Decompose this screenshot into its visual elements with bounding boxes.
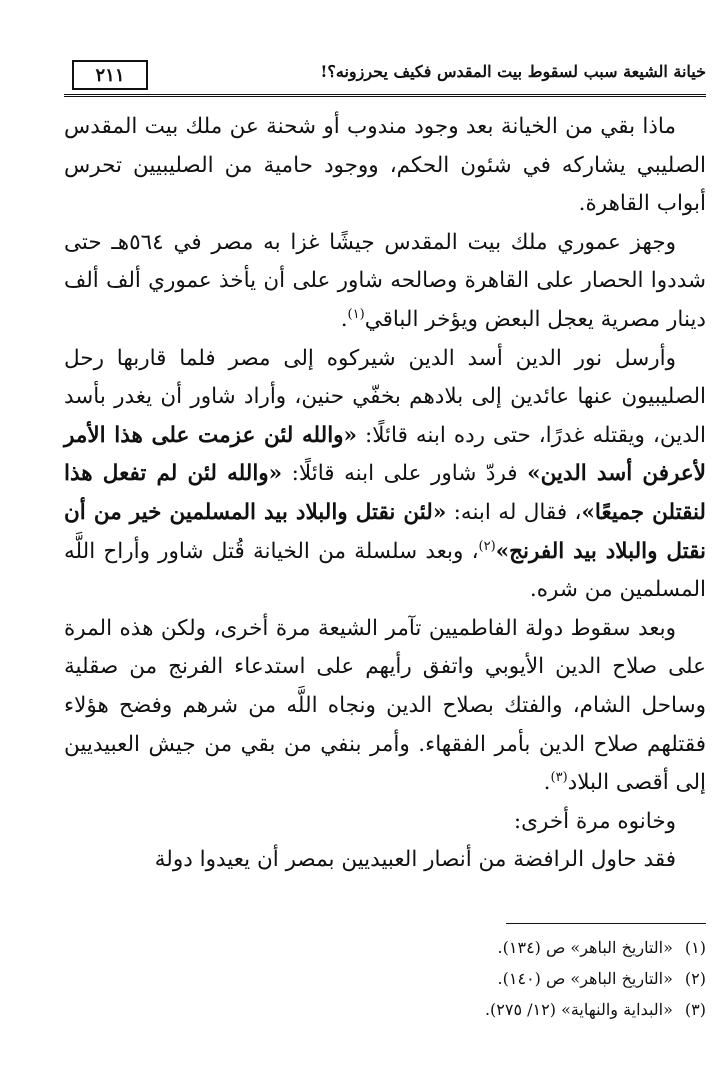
quote-3: «لئن نقتل والبلاد بيد المسلمين خير من أن نقتل والبلاد بيد الفرنج»: [64, 499, 707, 564]
footnote-text: «البداية والنهاية» (١٢/ ٢٧٥).: [484, 1000, 673, 1019]
page-header: [64, 58, 706, 98]
running-title: خيانة الشيعة سبب لسقوط بيت المقدس فكيف يحرزونه؟!: [320, 62, 706, 81]
footnote-ref-1: (١): [347, 306, 365, 322]
paragraph-3-text-b: فردّ شاور على ابنه قائلًا:: [282, 461, 528, 487]
footnote-1: [64, 932, 706, 963]
footnote-3: [64, 994, 706, 1025]
main-text: [64, 108, 706, 880]
paragraph-3-text-c: ، فقال له ابنه:: [446, 499, 582, 525]
header-divider: [64, 94, 706, 97]
footnote-divider: [506, 923, 706, 924]
footnote-number: (١): [684, 938, 706, 957]
paragraph-4-end: .: [543, 770, 551, 796]
paragraph-1: ماذا بقي من الخيانة بعد وجود مندوب أو شحنة عن ملك بيت المقدس الصليبي يشاركه في شئون الحكم، ووجود حامية من الصليبيين تحرس أبواب القاهرة.: [64, 114, 706, 217]
footnote-number: (٢): [684, 969, 706, 988]
footnotes: [64, 932, 706, 1025]
paragraph-2-text: وجهز عموري ملك بيت المقدس جيشًا غزا به مصر في ٥٦٤هـ حتى شددوا الحصار على القاهرة وصالحه شاور على أن يأخذ عموري ألف ألف دينار مصرية يعجل البعض ويؤخر الباقي: [64, 229, 706, 332]
paragraph-3-text-a: وأرسل نور الدين أسد الدين شيركوه إلى مصر فلما قاربها رحل الصليبيون عنها عائدين إلى بلادهم بخفّي حنين، وأراد شاور أن يغدر بأسد الدين، ويقتله غدرًا، حتى رده ابنه قائلًا:: [64, 345, 706, 448]
paragraph-2-end: .: [340, 306, 348, 332]
footnote-text: «التاريخ الباهر» ص (١٤٠).: [497, 969, 673, 988]
footnote-ref-2: (٢): [478, 538, 496, 554]
footnote-2: [64, 963, 706, 994]
paragraph-3-text-d: ، وبعد سلسلة من الخيانة قُتل شاور وأراح اللَّه المسلمين من شره.: [64, 538, 706, 603]
paragraph-3: [64, 340, 706, 610]
quote-2: «والله لئن لم تفعل هذا لنقتلن جميعًا»: [64, 461, 706, 525]
paragraph-5: وخانوه مرة أخرى:: [513, 808, 676, 834]
footnote-text: «التاريخ الباهر» ص (١٣٤).: [497, 938, 673, 957]
page-number: ٢١١: [72, 60, 148, 90]
paragraph-6: فقد حاول الرافضة من أنصار العبيديين بمصر أن يعيدوا دولة: [154, 847, 676, 873]
footnote-ref-3: (٣): [550, 769, 568, 785]
paragraph-4-text: وبعد سقوط دولة الفاطميين تآمر الشيعة مرة أخرى، ولكن هذه المرة على صلاح الدين الأيوبي واتفق رأيهم على استدعاء الفرنج من صقلية وساحل الشام، والفتك بصلاح الدين ونجاه اللَّه من شرهم وفضح هؤلاء فقتلهم صلاح الدين بأمر الفقهاء. وأمر بنفي من بقي من جيش العبيديين إلى أقصى البلاد: [64, 615, 706, 796]
paragraph-2: [64, 224, 706, 340]
footnote-number: (٣): [684, 1000, 706, 1019]
paragraph-4: [64, 610, 706, 803]
quote-1: «والله لئن عزمت على هذا الأمر لأعرفن أسد الدين»: [64, 422, 706, 487]
